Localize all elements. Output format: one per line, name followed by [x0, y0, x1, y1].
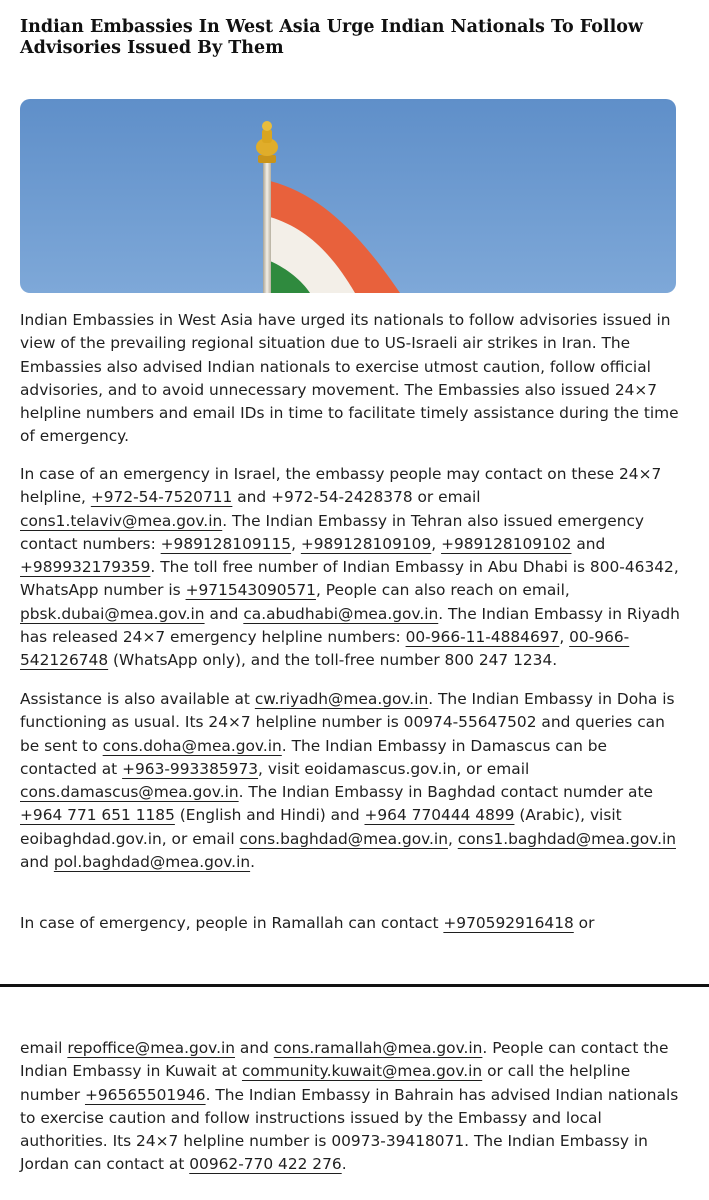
baghdad-email-link-2[interactable]: cons1.baghdad@mea.gov.in — [457, 829, 676, 848]
obscured-text: ow — [228, 1108, 251, 1127]
tehran-number-link-4[interactable]: +989932179359 — [20, 558, 151, 577]
flag-pole — [263, 161, 271, 293]
text-span: , visit eoidamascus.gov.in, or email — [258, 759, 530, 778]
text-span: Assistance is also available at — [20, 690, 255, 708]
text-span: , — [559, 628, 570, 647]
text-span: . The Indian Embassy in Bahrain has advised Indian nationals to exercise caution and foll — [20, 1085, 679, 1127]
text-span: and — [20, 853, 54, 872]
kuwait-helpline-link[interactable]: +96565501946 — [84, 1085, 206, 1104]
text-span: (WhatsApp only), and the toll-free number 800 247 1234. — [108, 651, 558, 670]
indian-flag-image — [20, 99, 676, 293]
riyadh-helpline-link-2[interactable]: 00-966-542126748 — [20, 628, 630, 670]
riyadh-email-link[interactable]: cw.riyadh@mea.gov.in — [254, 690, 429, 708]
tehran-number-link-3[interactable]: +989128109102 — [441, 534, 572, 553]
dubai-email-link[interactable]: pbsk.dubai@mea.gov.in — [20, 604, 205, 623]
baghdad-number-link-2[interactable]: +964 770444 4899 — [364, 806, 515, 825]
text-span: In case of emergency, people in Ramallah can contact — [20, 914, 444, 932]
text-span: and +972-54-2428378 or email — [232, 488, 481, 507]
text-span: . The Indian Embassy in Damascus can be contacted at — [20, 736, 608, 778]
ramallah-number-link[interactable]: +970592916418 — [443, 914, 574, 932]
ramallah-repoffice-email-link[interactable]: repoffice@mea.gov.in — [67, 1039, 235, 1057]
damascus-number-link[interactable]: +963-993385973 — [122, 759, 259, 778]
text-span: (English and Hindi) and — [174, 806, 365, 825]
text-span: , — [431, 534, 442, 553]
ramallah-cons-email-link[interactable]: cons.ramallah@mea.gov.in — [273, 1039, 483, 1057]
paragraph-ramallah — [20, 912, 682, 935]
paragraph-ramallah-kuwait-bahrain-jordan — [20, 1037, 682, 1177]
text-span: , People can also reach on email, — [315, 581, 570, 600]
text-span: and — [204, 604, 244, 623]
damascus-email-link[interactable]: cons.damascus@mea.gov.in — [20, 783, 239, 802]
text-span: . — [250, 853, 256, 872]
text-span: , — [291, 534, 301, 553]
text-span: and — [571, 534, 606, 553]
israel-helpline-link[interactable]: +972-54-7520711 — [90, 488, 233, 507]
text-span: . The toll free number of Indian Embassy in Abu Dhabi is 800-46342, WhatsApp number is — [20, 558, 679, 600]
kuwait-email-link[interactable]: community.kuwait@mea.gov.in — [241, 1062, 483, 1081]
obscured-text: mber — [268, 1132, 310, 1151]
text-span: or — [573, 914, 595, 932]
baghdad-email-link-3[interactable]: pol.baghdad@mea.gov.in — [53, 853, 251, 872]
text-span: (Arabic), visit eoibaghdad.gov.in, or email — [20, 806, 622, 848]
text-span: and — [235, 1039, 274, 1057]
doha-email-link[interactable]: cons.doha@mea.gov.in — [102, 736, 282, 755]
baghdad-email-link-1[interactable]: cons.baghdad@mea.gov.in — [239, 829, 448, 848]
screenshot-divider — [0, 984, 709, 987]
text-span: . — [341, 1155, 347, 1174]
text-span: . The Indian Embassy in Riyadh has released 24×7 emergency helpline numbers: — [20, 604, 680, 647]
tehran-number-link-1[interactable]: +989128109115 — [160, 534, 292, 553]
article-title: Indian Embassies In West Asia Urge Indian Nationals To Follow Advisories Issued By Them — [20, 17, 643, 58]
text-span: . The Indian Embassy in Tehran also issued emergency contact numbers: — [20, 511, 645, 553]
text-span: . People can contact the Indian Embassy in Kuwait at — [20, 1039, 669, 1081]
text-span: instructions issued by the Embassy and local authorities. Its 24×7 helpline nu — [20, 1108, 602, 1151]
paragraph-overview: Indian Embassies in West Asia have urged its nationals to follow advisories issued in view of the prevailing regional situation due to US-Israeli air strikes in Iran. The Embassies also advised Indian nationals to exercise utmost caution, follow official advisories, and to avoid unnecessary movement. The Embassies also issued 24×7 helpline numbers and email IDs in time to facilitate timely assistance during the time of emergency. — [20, 311, 679, 446]
text-span: In case of an emergency in Israel, the embassy people may contact on these 24×7 helpline, — [20, 465, 662, 507]
text-span: is 00973-39418071. The Indian Embassy in Jordan can contact at — [20, 1132, 648, 1174]
riyadh-helpline-link-1[interactable]: 00-966-11-4884697 — [405, 628, 560, 647]
baghdad-number-link-1[interactable]: +964 771 651 1185 — [20, 806, 175, 825]
abudhabi-whatsapp-link[interactable]: +971543090571 — [185, 581, 316, 600]
jordan-number-link[interactable]: 00962-770 422 276 — [189, 1155, 342, 1174]
abudhabi-email-link[interactable]: ca.abudhabi@mea.gov.in — [243, 604, 439, 623]
telaviv-email-link[interactable]: cons1.telaviv@mea.gov.in — [20, 511, 223, 530]
tehran-number-link-2[interactable]: +989128109109 — [300, 534, 432, 553]
text-span: or call the helpline number — [20, 1062, 631, 1104]
hero-image — [20, 99, 676, 293]
paragraph-riyadh-doha-damascus-baghdad — [20, 688, 682, 874]
text-span: email — [20, 1039, 68, 1057]
text-span: . The Indian Embassy in Baghdad contact numder ate — [238, 783, 653, 802]
paragraph-israel-iran-uae-saudi — [20, 463, 682, 673]
text-span: . The Indian Embassy in Doha is functioning as usual. Its 24×7 helpline number is 00974-55647502 and queries can be sent to — [20, 690, 675, 755]
text-span: , — [447, 829, 458, 848]
